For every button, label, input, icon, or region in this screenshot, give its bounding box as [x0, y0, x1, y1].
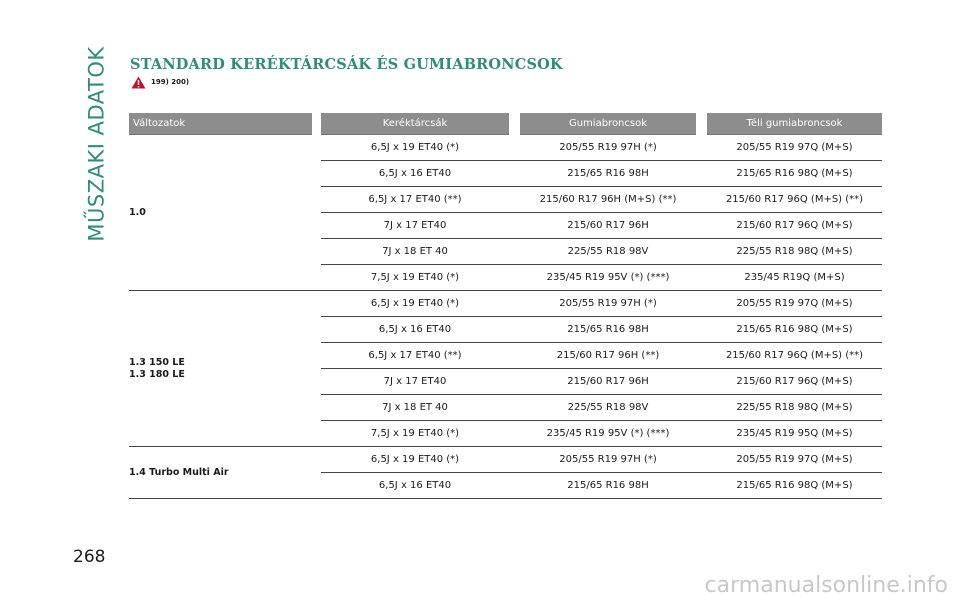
winter-cell: 225/55 R18 98Q (M+S) [707, 239, 882, 265]
page-title: STANDARD KERÉKTÁRCSÁK ÉS GUMIABRONCSOK [130, 56, 563, 73]
variant-cell: 1.4 Turbo Multi Air [129, 447, 312, 499]
rim-cell: 6,5J x 19 ET40 (*) [321, 291, 509, 317]
header-tyre: Gumiabroncsok [520, 113, 696, 135]
section-side-title [82, 46, 112, 242]
tyre-table [129, 113, 882, 499]
tyre-cell: 225/55 R18 98V [520, 239, 696, 265]
variant-cell [129, 291, 312, 447]
tyre-cell: 215/60 R17 96H [520, 369, 696, 395]
winter-cell: 235/45 R19Q (M+S) [707, 265, 882, 291]
tyre-cell: 225/55 R18 98V [520, 395, 696, 421]
rim-cell: 7J x 18 ET 40 [321, 239, 509, 265]
header-rim: Keréktárcsák [321, 113, 509, 135]
warning-note [131, 75, 189, 89]
table-header-row [129, 113, 882, 135]
page-number: 268 [73, 547, 106, 567]
winter-cell: 215/60 R17 96Q (M+S) [707, 213, 882, 239]
variant-line: 1.3 150 LE [129, 356, 185, 368]
tyre-cell: 205/55 R19 97H (*) [520, 291, 696, 317]
rim-cell: 6,5J x 16 ET40 [321, 473, 509, 499]
header-variant: Változatok [129, 113, 312, 135]
rim-cell: 6,5J x 17 ET40 (**) [321, 343, 509, 369]
tyre-cell: 215/65 R16 98H [520, 317, 696, 343]
winter-cell: 215/60 R17 96Q (M+S) (**) [707, 187, 882, 213]
header-winter: Téli gumiabroncsok [707, 113, 882, 135]
header-gap [509, 113, 520, 135]
warning-refs: 199) 200) [151, 78, 190, 86]
tyre-cell: 215/60 R17 96H (**) [520, 343, 696, 369]
rim-cell: 6,5J x 17 ET40 (**) [321, 187, 509, 213]
side-title-text: MŰSZAKI ADATOK [85, 46, 109, 242]
rim-cell: 7,5J x 19 ET40 (*) [321, 265, 509, 291]
rim-cell: 6,5J x 19 ET40 (*) [321, 135, 509, 161]
winter-cell: 215/65 R16 98Q (M+S) [707, 317, 882, 343]
tyre-cell: 205/55 R19 97H (*) [520, 447, 696, 473]
winter-cell: 205/55 R19 97Q (M+S) [707, 447, 882, 473]
tyre-cell: 215/60 R17 96H [520, 213, 696, 239]
tyre-cell: 235/45 R19 95V (*) (***) [520, 265, 696, 291]
table-row [129, 447, 882, 473]
winter-cell: 215/60 R17 96Q (M+S) (**) [707, 343, 882, 369]
variant-cell: 1.0 [129, 135, 312, 291]
winter-cell: 205/55 R19 97Q (M+S) [707, 135, 882, 161]
rim-cell: 7,5J x 19 ET40 (*) [321, 421, 509, 447]
warning-triangle-icon [131, 76, 146, 89]
header-gap [312, 113, 321, 135]
variant-line: 1.3 180 LE [129, 368, 185, 380]
table-row [129, 135, 882, 161]
winter-cell: 215/65 R16 98Q (M+S) [707, 473, 882, 499]
tyre-cell: 215/65 R16 98H [520, 473, 696, 499]
winter-cell: 215/60 R17 96Q (M+S) [707, 369, 882, 395]
tyre-cell: 215/60 R17 96H (M+S) (**) [520, 187, 696, 213]
rim-cell: 7J x 17 ET40 [321, 369, 509, 395]
tyre-cell: 235/45 R19 95V (*) (***) [520, 421, 696, 447]
winter-cell: 225/55 R18 98Q (M+S) [707, 395, 882, 421]
winter-cell: 235/45 R19 95Q (M+S) [707, 421, 882, 447]
rim-cell: 6,5J x 19 ET40 (*) [321, 447, 509, 473]
rim-cell: 6,5J x 16 ET40 [321, 161, 509, 187]
table-row [129, 291, 882, 317]
winter-cell: 205/55 R19 97Q (M+S) [707, 291, 882, 317]
header-gap [696, 113, 707, 135]
rim-cell: 6,5J x 16 ET40 [321, 317, 509, 343]
rim-cell: 7J x 18 ET 40 [321, 395, 509, 421]
winter-cell: 215/65 R16 98Q (M+S) [707, 161, 882, 187]
rim-cell: 7J x 17 ET40 [321, 213, 509, 239]
tyre-cell: 205/55 R19 97H (*) [520, 135, 696, 161]
tyre-cell: 215/65 R16 98H [520, 161, 696, 187]
watermark: carmanualsonline.info [704, 573, 948, 598]
